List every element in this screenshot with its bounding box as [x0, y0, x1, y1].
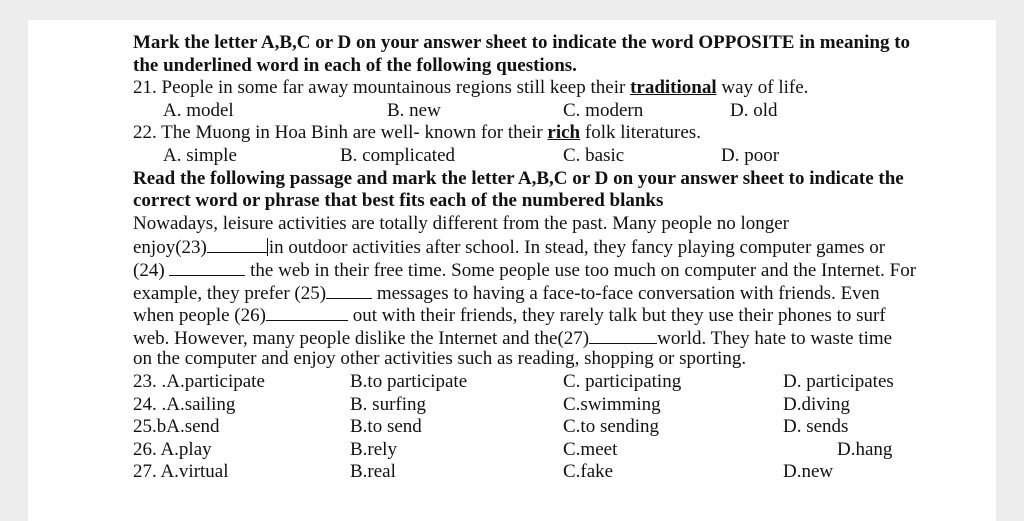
section1-instruction-line1: Mark the letter A,B,C or D on your answer sheet to indicate the word OPPOSITE in meaning to: [133, 32, 911, 53]
q24-option-a: 24. .A.sailing: [133, 393, 236, 415]
answer-row-23: [133, 371, 973, 394]
q22-option-b: B. complicated: [340, 144, 456, 166]
passage-text: world. They hate to waste time: [657, 327, 893, 349]
section2-instruction-line2: correct word or phrase that best fits each of the numbered blanks: [133, 190, 664, 212]
passage-text: example, they prefer (25): [133, 282, 327, 304]
q23-option-c: C. participating: [563, 370, 682, 392]
q27-option-c: C.fake: [563, 461, 614, 483]
passage-text: when people (26): [133, 305, 266, 327]
q21-option-d: D. old: [730, 99, 778, 121]
q24-option-d: D.diving: [783, 393, 851, 415]
q25-option-a: 25.bA.send: [133, 416, 220, 438]
passage-text: web. However, many people dislike the Internet and the(27): [133, 327, 590, 349]
passage-line-6: [133, 326, 973, 349]
worksheet-content: [133, 32, 973, 484]
q23-option-a: 23. .A.participate: [133, 370, 265, 392]
q22-underlined-word: rich: [547, 122, 581, 144]
q23-option-b: B.to participate: [350, 370, 468, 392]
blank-24: [169, 258, 245, 276]
question-22: [133, 122, 973, 145]
q25-option-c: C.to sending: [563, 416, 660, 438]
q21-option-b: B. new: [387, 99, 441, 121]
q22-option-c: C. basic: [563, 144, 625, 166]
passage-line-4: [133, 281, 973, 304]
worksheet-page: [28, 20, 996, 521]
answer-row-27: [133, 461, 973, 484]
answer-row-25: [133, 416, 973, 439]
q26-option-c: C.meet: [563, 438, 618, 460]
passage-line-2: [133, 235, 973, 258]
q21-text-after: way of life.: [716, 77, 809, 99]
blank-25: [326, 281, 372, 299]
q21-option-c: C. modern: [563, 99, 644, 121]
q22-option-a: A. simple: [163, 144, 237, 166]
q22-text-after: folk literatures.: [580, 122, 701, 144]
q22-text-before: 22. The Muong in Hoa Binh are well- known for their: [133, 122, 548, 144]
q24-option-b: B. surfing: [350, 393, 426, 415]
blank-26: [266, 303, 348, 321]
q24-option-c: C.swimming: [563, 393, 661, 415]
passage-text: the web in their free time. Some people use too much on computer and the Internet. For: [245, 259, 917, 281]
passage-text: messages to having a face-to-face conversation with friends. Even: [372, 282, 880, 304]
q21-options: [133, 100, 973, 123]
q22-option-d: D. poor: [721, 144, 780, 166]
q26-option-d: D.hang: [837, 438, 893, 460]
q25-option-b: B.to send: [350, 416, 422, 438]
passage-text: enjoy(23): [133, 237, 207, 259]
q27-option-d: D.new: [783, 461, 834, 483]
q22-options: [133, 145, 973, 168]
passage-text: (24): [133, 259, 170, 281]
question-21: [133, 77, 973, 100]
answer-row-24: [133, 394, 973, 417]
q21-option-a: A. model: [163, 99, 234, 121]
q26-option-b: B.rely: [350, 438, 397, 460]
blank-27: [589, 326, 657, 344]
answer-row-26: [133, 439, 973, 462]
q23-option-d: D. participates: [783, 370, 894, 392]
q21-underlined-word: traditional: [630, 77, 717, 99]
passage-line-5: [133, 303, 973, 326]
q27-option-a: 27. A.virtual: [133, 461, 229, 483]
q26-option-a: 26. A.play: [133, 438, 212, 460]
section2-instruction-line1: Read the following passage and mark the letter A,B,C or D on your answer sheet to indicate the: [133, 167, 904, 189]
section1-instruction-line2: the underlined word in each of the following questions.: [133, 54, 577, 76]
passage-text: in outdoor activities after school. In stead, they fancy playing computer games or: [268, 237, 886, 259]
q25-option-d: D. sends: [783, 416, 849, 438]
passage-line-3: [133, 258, 973, 281]
q21-text-before: 21. People in some far away mountainous regions still keep their: [133, 77, 631, 99]
passage-line-7: on the computer and enjoy other activities such as reading, shopping or sporting.: [133, 348, 747, 370]
blank-23: [207, 235, 267, 253]
passage-line-1: Nowadays, leisure activities are totally different from the past. Many people no longer: [133, 212, 790, 234]
text-cursor: [267, 238, 268, 256]
q27-option-b: B.real: [350, 461, 396, 483]
passage-text: out with their friends, they rarely talk but they use their phones to surf: [347, 305, 886, 327]
